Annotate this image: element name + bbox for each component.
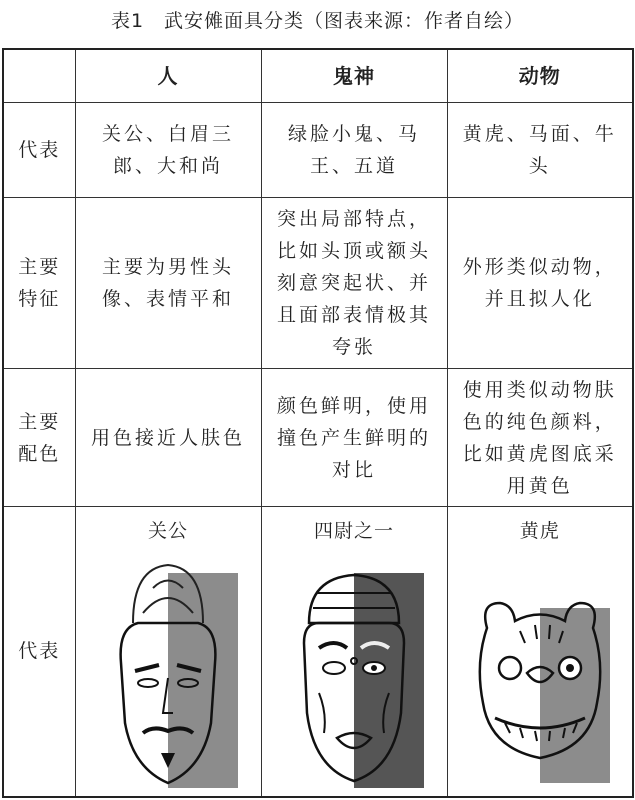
table-cell: 主要为男性头像、表情平和 bbox=[75, 198, 261, 369]
mask-label: 四尉之一 bbox=[313, 520, 394, 542]
row-label: 代表 bbox=[3, 507, 75, 797]
table-cell: 关公、白眉三郎、大和尚 bbox=[75, 103, 261, 198]
mask-cell-guangong bbox=[75, 507, 261, 797]
table-cell: 黄虎、马面、牛头 bbox=[447, 103, 633, 198]
row-label: 主要配色 bbox=[3, 369, 75, 507]
mask-cell-siwei bbox=[261, 507, 447, 797]
header-empty bbox=[3, 49, 75, 103]
row-label: 代表 bbox=[3, 103, 75, 198]
mask-label: 黄虎 bbox=[519, 520, 560, 542]
row-label: 主要特征 bbox=[3, 198, 75, 369]
table-cell: 颜色鲜明，使用撞色产生鲜明的对比 bbox=[261, 369, 447, 507]
header-human: 人 bbox=[75, 49, 261, 103]
header-row bbox=[3, 49, 633, 103]
table-cell: 外形类似动物，并且拟人化 bbox=[447, 198, 633, 369]
table-row bbox=[3, 103, 633, 198]
mask-label: 关公 bbox=[147, 520, 188, 542]
table-cell: 使用类似动物肤色的纯色颜料，比如黄虎图底采用黄色 bbox=[447, 369, 633, 507]
header-ghost-god: 鬼神 bbox=[261, 49, 447, 103]
table-caption: 表1 武安傩面具分类（图表来源：作者自绘） bbox=[110, 10, 525, 32]
table-cell: 绿脸小鬼、马王、五道 bbox=[261, 103, 447, 198]
tiger-mask-illustration bbox=[465, 553, 615, 788]
table-cell: 突出局部特点，比如头顶或额头刻意突起状、并且面部表情极其夸张 bbox=[261, 198, 447, 369]
mask-classification-table bbox=[2, 48, 634, 798]
mask-cell-tiger bbox=[447, 507, 633, 797]
table-cell: 用色接近人肤色 bbox=[75, 369, 261, 507]
header-animal: 动物 bbox=[447, 49, 633, 103]
guangong-mask-illustration bbox=[93, 553, 243, 788]
siwei-mask-illustration bbox=[279, 553, 429, 788]
table-row bbox=[3, 369, 633, 507]
table-row bbox=[3, 507, 633, 797]
table-row bbox=[3, 198, 633, 369]
